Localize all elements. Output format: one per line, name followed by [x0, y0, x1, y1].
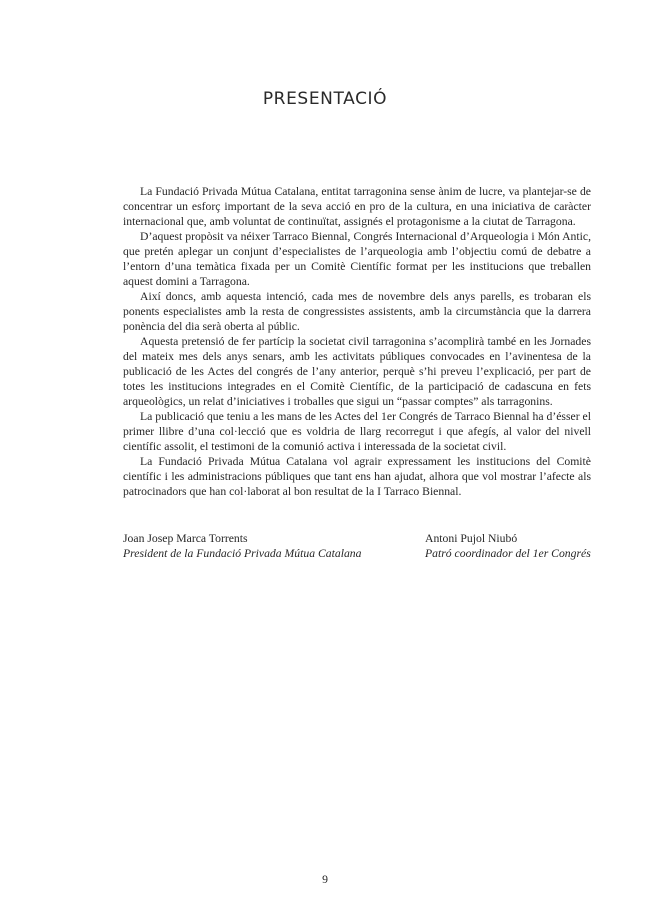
page-title: PRESENTACIÓ	[262, 89, 388, 109]
signatory-name: Antoni Pujol Niubó	[425, 532, 518, 545]
paragraph: Així doncs, amb aquesta intenció, cada mes de novembre dels anys parells, es trobaran els ponents especialistes amb la resta de congressistes assistents, amb la circumstància que la darrera ponència del dia serà oberta al públic.	[123, 290, 591, 333]
paragraph: La Fundació Privada Mútua Catalana vol agrair expressament les institucions del Comitè científic i les administracions públiques que tant ens han ajudat, alhora que vol mostrar l’afecte als patrocinadors que han col·laborat al bon resultat de la I Tarraco Biennal.	[123, 455, 591, 498]
signature-right	[425, 531, 591, 561]
paragraph: D’aquest propòsit va néixer Tarraco Biennal, Congrés Internacional d’Arqueologia i Món Antic, que pretén aplegar un conjunt d’especialistes de l’arqueologia amb l’objectiu comú de debatre a l’entorn d’una temàtica fixada per un Comitè Científic format per les institucions que treballen aquest domini a Tarragona.	[123, 230, 591, 288]
paragraph: La Fundació Privada Mútua Catalana, entitat tarragonina sense ànim de lucre, va plantejar-se de concentrar un esforç important de la seva acció en pro de la cultura, en una iniciativa de caràcter internacional que, amb voluntat de continuïtat, assignés el protagonisme a la ciutat de Tarragona.	[123, 185, 591, 228]
signatory-role: Patró coordinador del 1er Congrés	[425, 547, 591, 560]
paragraph: Aquesta pretensió de fer partícip la societat civil tarragonina s’acomplirà també en les Jornades del mateix mes dels anys senars, amb les activitats públiques convocades en l’avinentesa de la publicació de les Actes del congrés de l’any anterior, perquè s’hi preveu l’explicació, per part de totes les institucions integrades en el Comitè Científic, de la participació de cadascuna en fets arqueològics, un relat d’iniciatives i troballes que sigui un “passar comptes” als tarragonins.	[123, 335, 591, 408]
paragraph: La publicació que teniu a les mans de les Actes del 1er Congrés de Tarraco Biennal ha d’ésser el primer llibre d’una col·lecció que es voldria de llarg recorregut i que afegís, al valor del nivell científic assolit, el testimoni de la comunió activa i interessada de la societat civil.	[123, 410, 591, 453]
page-number: 9	[322, 873, 328, 886]
body-text	[123, 184, 591, 499]
signature-left	[123, 531, 361, 561]
signatory-role: President de la Fundació Privada Mútua Catalana	[123, 547, 362, 560]
signatory-name: Joan Josep Marca Torrents	[123, 532, 248, 545]
